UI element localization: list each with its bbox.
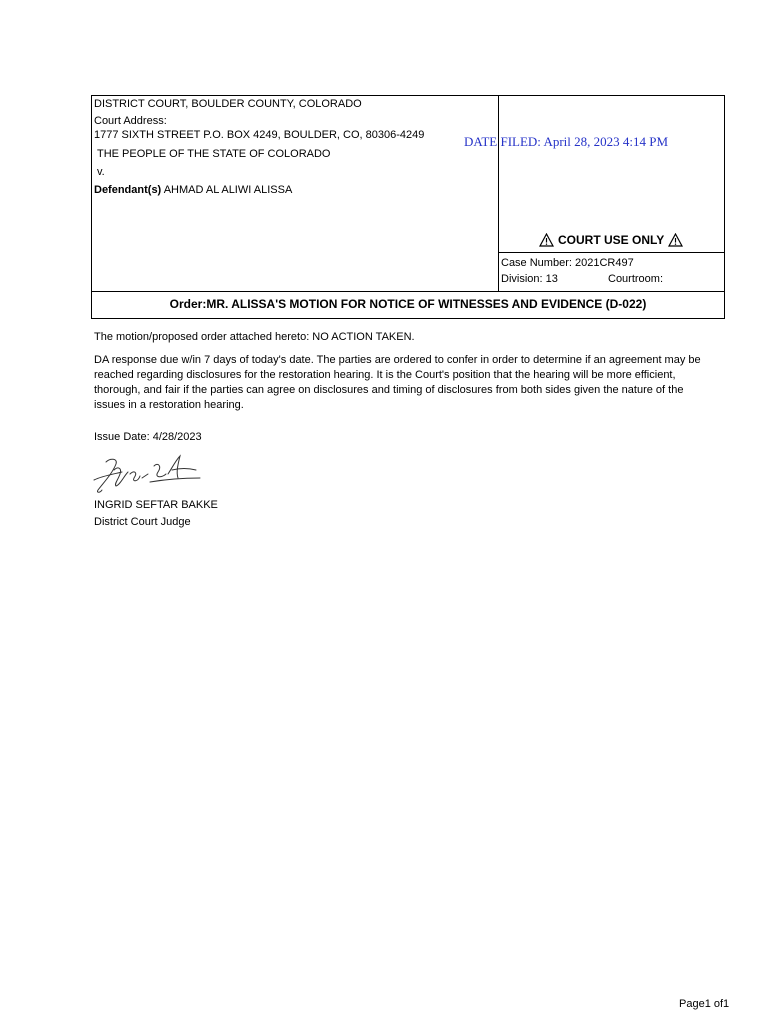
judge-name: INGRID SEFTAR BAKKE xyxy=(94,499,218,511)
divider xyxy=(499,252,724,253)
division-label: Division: xyxy=(501,273,543,285)
warning-triangle-icon xyxy=(539,233,554,247)
paragraph-line: issues in a restoration hearing. xyxy=(94,399,244,411)
case-number-line xyxy=(501,257,634,270)
defendant-name: AHMAD AL ALIWI ALISSA xyxy=(163,184,293,196)
court-use-only xyxy=(539,233,683,247)
defendant-label: Defendant(s) xyxy=(94,184,162,196)
courtroom-label: Courtroom: xyxy=(608,273,664,285)
handwritten-signature xyxy=(92,452,202,501)
order-paragraph xyxy=(94,353,724,413)
court-address: 1777 SIXTH STREET P.O. BOX 4249, BOULDER, CO, 80306-4249 xyxy=(94,129,425,141)
issue-date-line xyxy=(94,430,724,445)
caption-right-panel xyxy=(499,96,724,291)
order-title: Order:MR. ALISSA'S MOTION FOR NOTICE OF WITNESSES AND EVIDENCE (D-022) xyxy=(92,291,724,318)
paragraph-line: DA response due w/in 7 days of today's date. The parties are ordered to confer in order to determine if an agreement may be xyxy=(94,354,701,366)
case-number: 2021CR497 xyxy=(574,257,634,269)
caption-left-panel xyxy=(92,96,499,291)
page-number: Page1 of1 xyxy=(679,998,730,1010)
warning-triangle-icon xyxy=(668,233,683,247)
issue-date-label: Issue Date: xyxy=(94,431,150,443)
division-value: 13 xyxy=(545,273,558,285)
issue-date: 4/28/2023 xyxy=(152,431,202,443)
division-line xyxy=(501,273,558,286)
paragraph-line: reached regarding disclosures for the restoration hearing. It is the Court's position that the hearing will be more efficient, xyxy=(94,369,676,381)
judge-title: District Court Judge xyxy=(94,516,191,528)
action-statement: The motion/proposed order attached hereto: NO ACTION TAKEN. xyxy=(94,331,415,343)
case-number-label: Case Number: xyxy=(501,257,572,269)
court-address-label: Court Address: xyxy=(94,115,167,127)
court-name: DISTRICT COURT, BOULDER COUNTY, COLORADO xyxy=(94,98,362,110)
date-filed-stamp: DATE FILED: April 28, 2023 4:14 PM xyxy=(464,134,669,149)
case-caption xyxy=(91,95,725,319)
versus: v. xyxy=(97,166,105,178)
defendant-line xyxy=(94,184,292,197)
plaintiff-name: THE PEOPLE OF THE STATE OF COLORADO xyxy=(97,148,331,160)
court-use-only-label: COURT USE ONLY xyxy=(558,233,665,247)
paragraph-line: thorough, and fair if the parties can agree on disclosures and timing of disclosures from both sides given the nature of the xyxy=(94,384,684,396)
